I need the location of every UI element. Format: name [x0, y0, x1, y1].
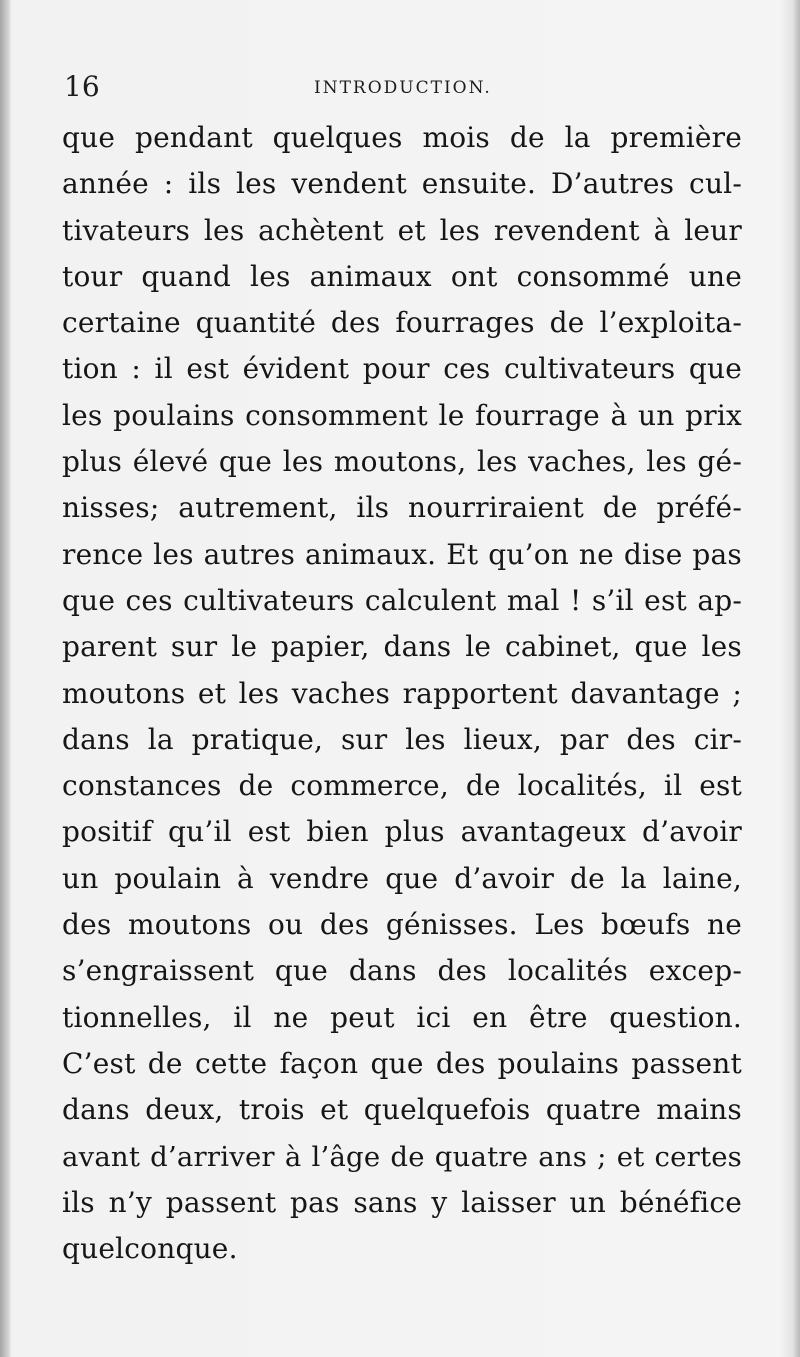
text-line: rence les autres animaux. Et qu’on ne dise pas	[62, 537, 742, 571]
text-line: certaine quantité des fourrages de l’exploita-	[62, 306, 742, 340]
text-line: constances de commerce, de localités, il est	[62, 769, 742, 803]
text-line: positif qu’il est bien plus avantageux d’avoir	[62, 815, 742, 849]
text-line: tion : il est évident pour ces cultivateurs que	[62, 352, 742, 386]
text-line: année : ils les vendent ensuite. D’autres cul-	[62, 167, 742, 201]
running-head: INTRODUCTION.	[314, 78, 492, 98]
text-line: parent sur le papier, dans le cabinet, que les	[62, 630, 742, 664]
text-line: nisses; autrement, ils nourriraient de préfé-	[62, 491, 742, 525]
text-line-last: quelconque.	[62, 1232, 238, 1266]
text-line: les poulains consomment le fourrage à un prix	[62, 398, 742, 432]
text-line: un poulain à vendre que d’avoir de la laine,	[62, 861, 742, 895]
text-line: que pendant quelques mois de la première	[62, 121, 742, 154]
text-line: moutons et les vaches rapportent davantage ;	[62, 676, 742, 710]
text-line: avant d’arriver à l’âge de quatre ans ; et certes	[62, 1140, 742, 1173]
text-line: plus élevé que les moutons, les vaches, les gé-	[62, 445, 742, 479]
text-line: C’est de cette façon que des poulains passent	[62, 1046, 742, 1080]
text-line: s’engraissent que dans des localités excep-	[62, 954, 742, 988]
text-line: tivateurs les achètent et les revendent à leur	[62, 213, 742, 247]
page-gutter-shadow	[0, 0, 10, 1357]
page-header	[64, 72, 736, 102]
text-line: tour quand les animaux ont consommé une	[62, 259, 742, 293]
text-line: que ces cultivateurs calculent mal ! s’il est ap-	[62, 583, 742, 617]
page-edge-shadow	[794, 0, 800, 1357]
text-line: dans la pratique, sur les lieux, par des cir-	[62, 722, 742, 756]
text-line: des moutons ou des génisses. Les bœufs ne	[62, 908, 742, 942]
text-line: dans deux, trois et quelquefois quatre mains	[62, 1093, 742, 1127]
body-text	[62, 115, 742, 1272]
text-line: tionnelles, il ne peut ici en être question.	[62, 1000, 742, 1034]
text-line: ils n’y passent pas sans y laisser un bénéfice	[62, 1185, 742, 1219]
page-number: 16	[64, 70, 100, 103]
